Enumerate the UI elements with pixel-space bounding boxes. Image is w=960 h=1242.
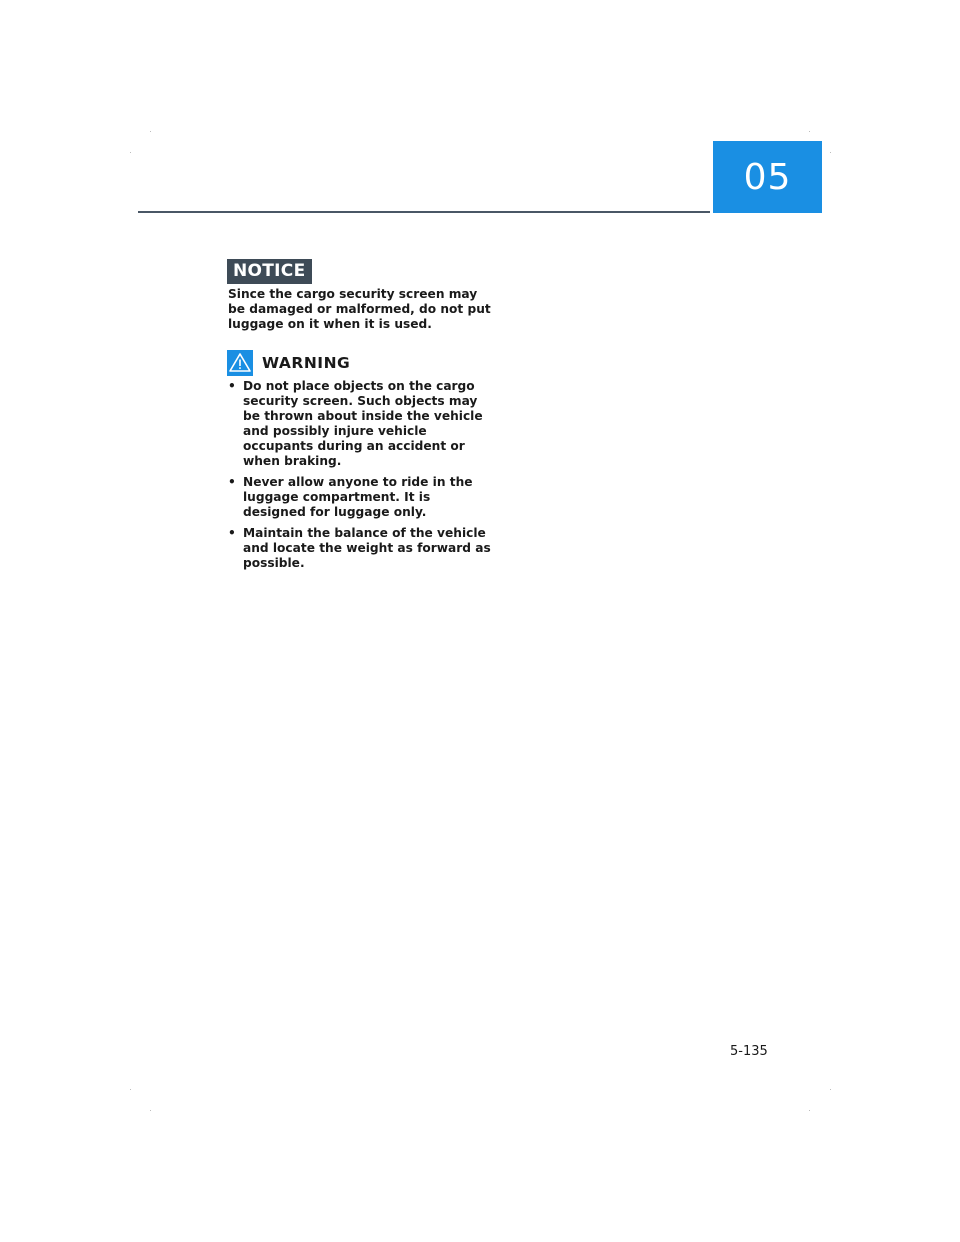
list-item	[228, 526, 492, 571]
crop-mark	[830, 152, 831, 153]
warning-triangle-icon	[227, 350, 253, 376]
list-item	[228, 379, 492, 469]
crop-mark	[150, 131, 151, 132]
notice-label: NOTICE	[227, 259, 312, 284]
list-item-text: Maintain the balance of the vehicle and locate the weight as forward as possible.	[243, 526, 491, 570]
list-item-text: Never allow anyone to ride in the luggage compartment. It is designed for luggage only.	[243, 475, 473, 519]
crop-mark	[830, 1089, 831, 1090]
crop-mark	[809, 131, 810, 132]
crop-mark	[130, 152, 131, 153]
header-rule	[138, 211, 710, 213]
warning-list	[228, 379, 492, 577]
bullet: •	[228, 526, 236, 540]
page-number: 5-135	[730, 1044, 768, 1059]
list-item	[228, 475, 492, 520]
bullet: •	[228, 475, 236, 489]
chapter-number: 05	[743, 156, 792, 198]
warning-header	[227, 350, 350, 376]
crop-mark	[150, 1110, 151, 1111]
notice-text: Since the cargo security screen may be damaged or malformed, do not put luggage on it when it is used.	[228, 287, 491, 331]
warning-title: WARNING	[262, 354, 351, 372]
crop-mark	[130, 1089, 131, 1090]
list-item-text: Do not place objects on the cargo security screen. Such objects may be thrown about inside the vehicle and possibly injure vehicle occupants during an accident or when braking.	[243, 379, 483, 468]
bullet: •	[228, 379, 236, 393]
chapter-tab	[713, 141, 822, 213]
crop-mark	[809, 1110, 810, 1111]
